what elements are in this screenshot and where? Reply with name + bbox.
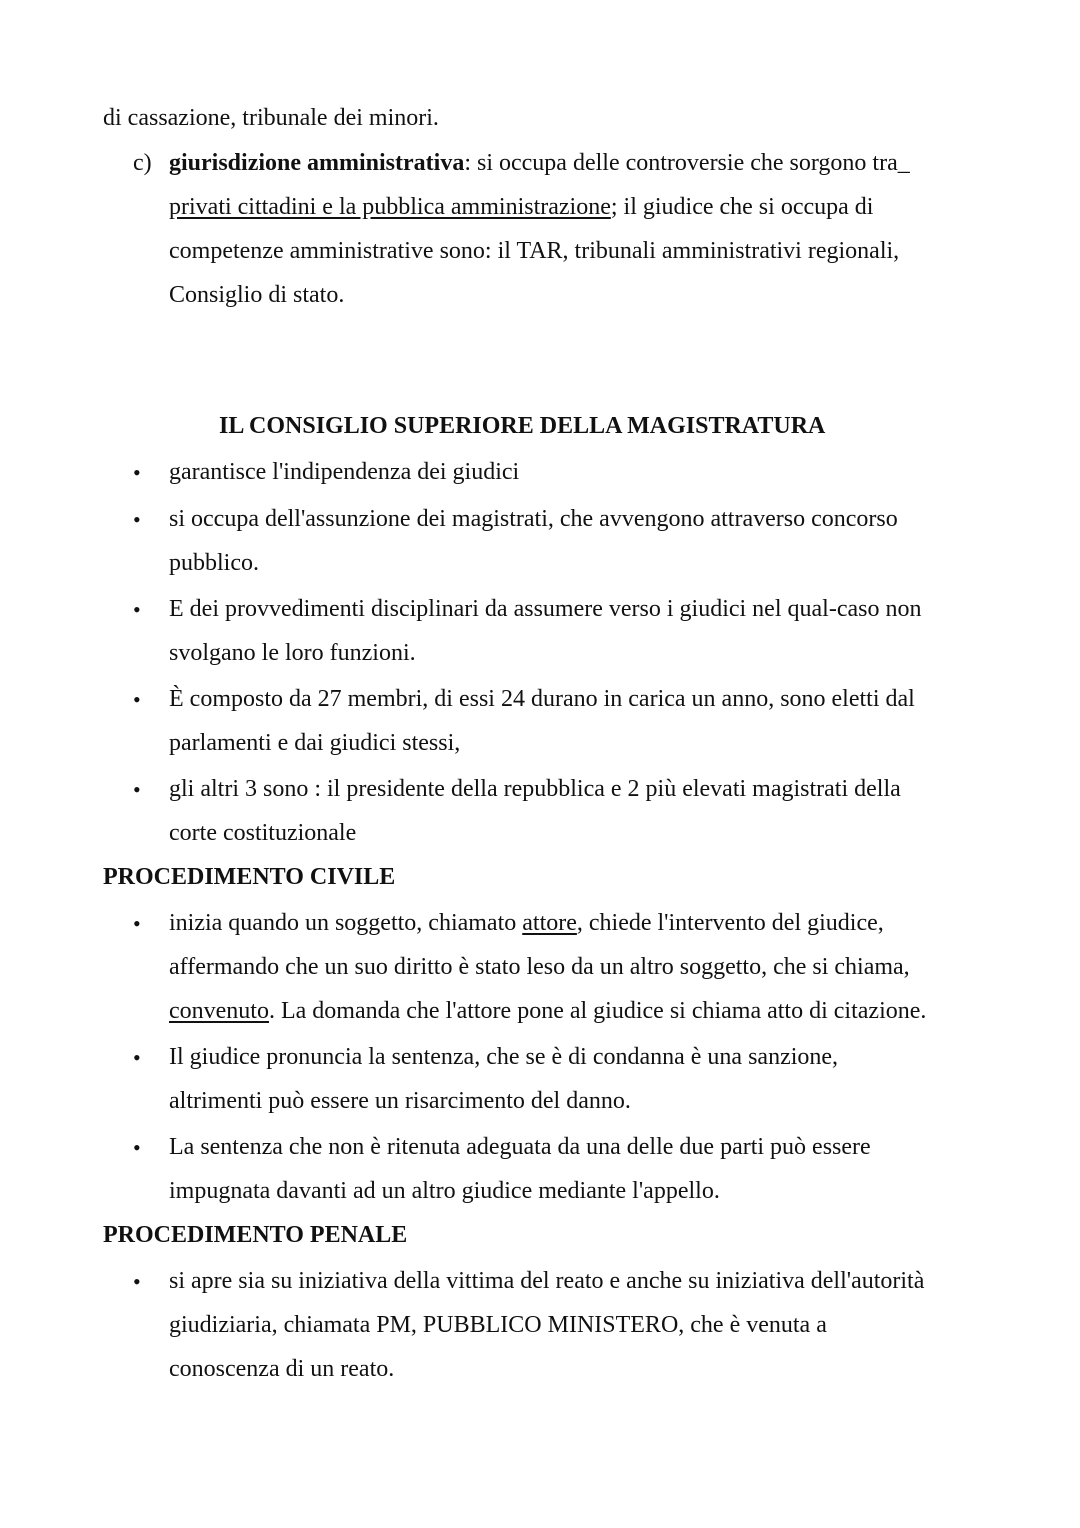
underlined-text: convenuto <box>169 998 269 1024</box>
csm-bullet-2-line2: pubblico. <box>169 550 259 576</box>
underlined-text: attore <box>522 910 577 936</box>
csm-bullet-1: garantisce l'indipendenza dei giudici <box>169 459 520 485</box>
bullet-icon: • <box>133 507 141 532</box>
text-span: ; il giudice che si occupa di <box>610 194 874 220</box>
list-item-c-line4: Consiglio di stato. <box>169 282 345 308</box>
bullet-icon: • <box>133 1045 141 1070</box>
civile-bullet-1-line3 <box>169 996 926 1026</box>
csm-bullet-2-line1: si occupa dell'assunzione dei magistrati, che avvengono attraverso concorso <box>169 506 898 532</box>
csm-bullet-5-line1: gli altri 3 sono : il presidente della repubblica e 2 più elevati magistrati della <box>169 776 901 802</box>
civile-bullet-2-line2: altrimenti può essere un risarcimento del danno. <box>169 1088 631 1114</box>
bullet-icon: • <box>133 597 141 622</box>
list-item-c-line2 <box>169 192 873 222</box>
csm-bullet-3-line2: svolgano le loro funzioni. <box>169 640 416 666</box>
bullet-icon: • <box>133 1135 141 1160</box>
penale-bullet-1-line1: si apre sia su iniziativa della vittima del reato e anche su iniziativa dell'autorità <box>169 1268 925 1294</box>
bullet-icon: • <box>133 687 141 712</box>
bullet-icon: • <box>133 777 141 802</box>
bullet-icon: • <box>133 1269 141 1294</box>
list-marker-c: c) <box>133 150 152 176</box>
csm-bullet-4-line1: È composto da 27 membri, di essi 24 durano in carica un anno, sono eletti dal <box>169 686 915 712</box>
civile-bullet-3-line1: La sentenza che non è ritenuta adeguata da una delle due parti può essere <box>169 1134 871 1160</box>
text-span: , chiede l'intervento del giudice, <box>576 910 884 936</box>
section-title-penale: PROCEDIMENTO PENALE <box>103 1222 408 1248</box>
csm-bullet-4-line2: parlamenti e dai giudici stessi, <box>169 730 461 756</box>
section-title-csm: IL CONSIGLIO SUPERIORE DELLA MAGISTRATURA <box>219 413 826 439</box>
penale-bullet-1-line2: giudiziaria, chiamata PM, PUBBLICO MINISTERO, che è venuta a <box>169 1312 827 1338</box>
civile-bullet-2-line1: Il giudice pronuncia la sentenza, che se è di condanna è una sanzione, <box>169 1044 839 1070</box>
bullet-icon: • <box>133 460 141 485</box>
text-span: inizia quando un soggetto, chiamato <box>169 910 523 936</box>
bullet-icon: • <box>133 911 141 936</box>
list-item-c-line3: competenze amministrative sono: il TAR, tribunali amministrativi regionali, <box>169 238 900 264</box>
penale-bullet-1-line3: conoscenza di un reato. <box>169 1356 395 1382</box>
civile-bullet-1-line1 <box>169 908 884 938</box>
civile-bullet-3-line2: impugnata davanti ad un altro giudice mediante l'appello. <box>169 1178 720 1204</box>
csm-bullet-5-line2: corte costituzionale <box>169 820 357 846</box>
text-line: di cassazione, tribunale dei minori. <box>103 105 439 131</box>
term-giurisdizione-amministrativa: giurisdizione amministrativa <box>169 150 465 176</box>
text-span: . La domanda che l'attore pone al giudice si chiama atto di citazione. <box>268 998 927 1024</box>
text-span: : si occupa delle controversie che sorgono tra_ <box>464 150 910 176</box>
section-title-civile: PROCEDIMENTO CIVILE <box>103 864 396 890</box>
civile-bullet-1-line2: affermando che un suo diritto è stato leso da un altro soggetto, che si chiama, <box>169 954 910 980</box>
underlined-text: privati cittadini e la pubblica amministrazione <box>169 194 611 220</box>
csm-bullet-3-line1: E dei provvedimenti disciplinari da assumere verso i giudici nel qual-caso non <box>169 596 922 622</box>
list-item-c-line1 <box>169 148 910 178</box>
